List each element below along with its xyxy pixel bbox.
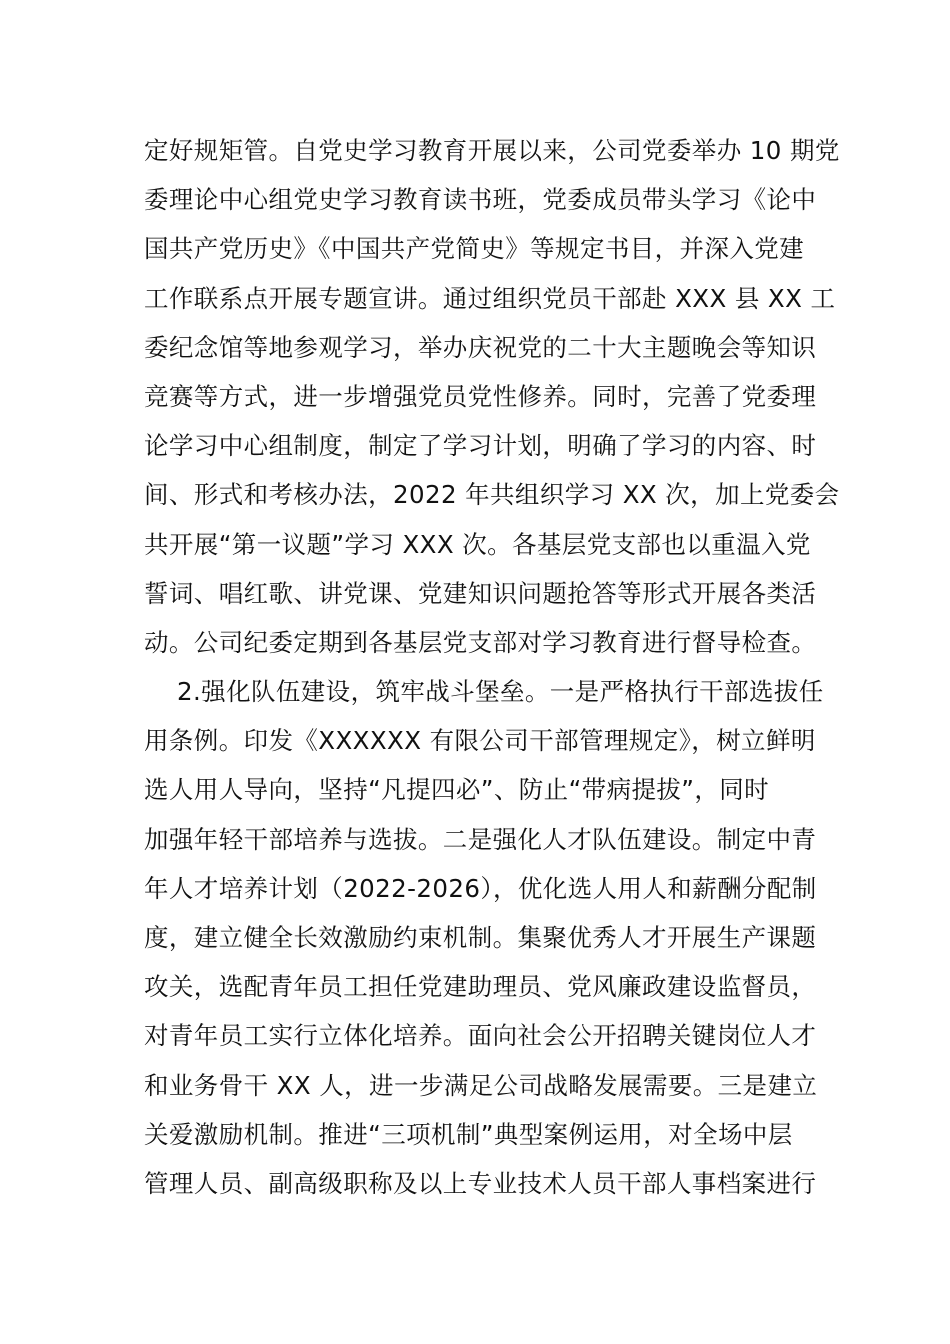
text-line: 和业务骨干 XX 人，进一步满足公司战略发展需要。三是建立 [144,1070,818,1100]
body-text [144,126,840,1208]
text-line: 用条例。印发《XXXXXX 有限公司干部管理规定》，树立鲜明 [144,726,816,756]
text-line: 对青年员工实行立体化培养。面向社会公开招聘关键岗位人才 [144,1021,817,1051]
text-line: 定好规矩管。自党史学习教育开展以来，公司党委举办 10 期党 [144,136,840,165]
text-line: 竞赛等方式，进一步增强党员党性修养。同时，完善了党委理 [144,381,817,411]
text-line: 管理人员、副高级职称及以上专业技术人员干部人事档案进行 [144,1168,817,1198]
text-line: 动。公司纪委定期到各基层党支部对学习教育进行督导检查。 [144,627,817,657]
text-line: 工作联系点开展专题宣讲。通过组织党员干部赴 XXX 县 XX 工 [144,283,836,313]
text-line: 加强年轻干部培养与选拔。二是强化人才队伍建设。制定中青 [144,824,817,854]
text-line: 选人用人导向，坚持“凡提四必”、防止“带病提拔”，同时 [144,775,770,805]
text-line: 共开展“第一议题”学习 XXX 次。各基层党支部也以重温入党 [144,529,811,559]
text-line: 攻关，选配青年员工担任党建助理员、党风廉政建设监督员， [144,972,817,1002]
text-line: 度，建立健全长效激励约束机制。集聚优秀人才开展生产课题 [144,923,817,952]
text-line: 关爱激励机制。推进“三项机制”典型案例运用，对全场中层 [144,1119,793,1149]
text-line: 国共产党历史》《中国共产党简史》等规定书目，并深入党建 [144,234,805,264]
text-line: 委纪念馆等地参观学习，举办庆祝党的二十大主题晚会等知识 [144,332,817,362]
text-line: 委理论中心组党史学习教育读书班，党委成员带头学习《论中 [144,185,817,215]
text-line: 年人才培养计划（2022-2026），优化选人用人和薪酬分配制 [144,873,817,903]
paragraph-start-line: 2.强化队伍建设，筑牢战斗堡垒。一是严格执行干部选拔任 [177,677,824,707]
text-line: 间、形式和考核办法，2022 年共组织学习 XX 次，加上党委会 [144,480,840,510]
text-line: 论学习中心组制度，制定了学习计划，明确了学习的内容、时 [144,431,817,461]
text-line: 誓词、唱红歌、讲党课、党建知识问题抢答等形式开展各类活 [144,578,817,608]
